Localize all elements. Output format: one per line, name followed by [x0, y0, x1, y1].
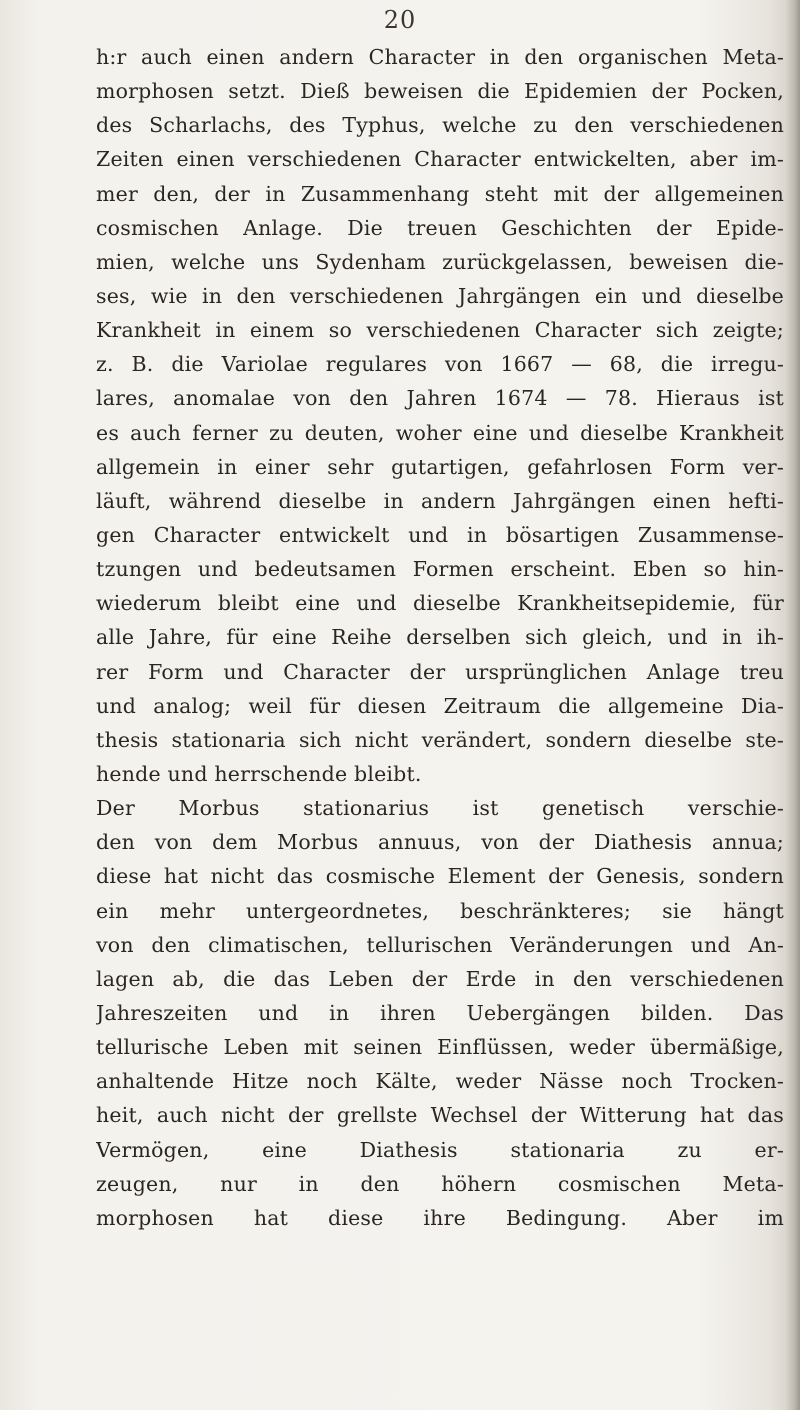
text-line: Zeiten einen verschiedenen Character entwickelten, aber im-: [96, 147, 784, 172]
text-line: rer Form und Character der ursprünglichen Anlage treu: [96, 659, 784, 684]
page-number: 20: [383, 6, 417, 34]
text-line: morphosen hat diese ihre Bedingung. Aber im: [96, 1205, 784, 1230]
text-line: hende und herrschende bleibt.: [96, 761, 422, 786]
text-line: tellurische Leben mit seinen Einflüssen, weder übermäßige,: [96, 1035, 784, 1060]
text-line: diese hat nicht das cosmische Element der Genesis, sondern: [96, 864, 784, 889]
text-line: Vermögen, eine Diathesis stationaria zu er-: [96, 1137, 784, 1162]
text-line: und analog; weil für diesen Zeitraum die allgemeine Dia-: [96, 693, 784, 718]
text-line: allgemein in einer sehr gutartigen, gefahrlosen Form ver-: [96, 454, 784, 479]
text-line: Der Morbus stationarius ist genetisch verschie-: [96, 796, 784, 821]
text-line: alle Jahre, für eine Reihe derselben sich gleich, und in ih-: [96, 625, 784, 650]
text-line: Jahreszeiten und in ihren Uebergängen bilden. Das: [96, 1000, 784, 1025]
text-line: gen Character entwickelt und in bösartigen Zusammense-: [96, 522, 784, 547]
text-line: h:r auch einen andern Character in den organischen Meta-: [96, 45, 784, 69]
text-line: den von dem Morbus annuus, von der Diathesis annua;: [96, 830, 784, 855]
page-edge-shadow: [786, 0, 800, 1410]
text-line: lares, anomalae von den Jahren 1674 — 78. Hieraus ist: [96, 386, 784, 411]
text-line: wiederum bleibt eine und dieselbe Krankheitsepidemie, für: [96, 591, 784, 616]
text-line: thesis stationaria sich nicht verändert, sondern dieselbe ste-: [96, 727, 784, 752]
text-line: läuft, während dieselbe in andern Jahrgängen einen hefti-: [96, 488, 784, 513]
text-line: tzungen und bedeutsamen Formen erscheint. Eben so hin-: [96, 557, 784, 582]
text-line: mer den, der in Zusammenhang steht mit der allgemeinen: [96, 181, 784, 206]
text-line: zeugen, nur in den höhern cosmischen Meta-: [96, 1171, 784, 1196]
text-line: von den climatischen, tellurischen Veränderungen und An-: [96, 932, 784, 957]
text-line: Krankheit in einem so verschiedenen Character sich zeigte;: [96, 318, 784, 343]
text-line: lagen ab, die das Leben der Erde in den verschiedenen: [96, 966, 784, 991]
text-line: ein mehr untergeordnetes, beschränkteres; sie hängt: [96, 898, 784, 923]
text-line: es auch ferner zu deuten, woher eine und dieselbe Krankheit: [96, 420, 784, 445]
text-line: cosmischen Anlage. Die treuen Geschichten der Epide-: [96, 215, 784, 240]
text-line: z. B. die Variolae regulares von 1667 — 68, die irregu-: [96, 352, 784, 377]
text-line: morphosen setzt. Dieß beweisen die Epidemien der Pocken,: [96, 79, 784, 104]
text-line: des Scharlachs, des Typhus, welche zu den verschiedenen: [96, 113, 784, 138]
text-line: anhaltende Hitze noch Kälte, weder Nässe noch Trocken-: [96, 1069, 784, 1094]
text-line: mien, welche uns Sydenham zurückgelassen, beweisen die-: [96, 249, 784, 274]
text-line: heit, auch nicht der grellste Wechsel der Witterung hat das: [96, 1103, 784, 1128]
body-text: [96, 40, 784, 1235]
text-line: ses, wie in den verschiedenen Jahrgängen ein und dieselbe: [96, 283, 784, 308]
